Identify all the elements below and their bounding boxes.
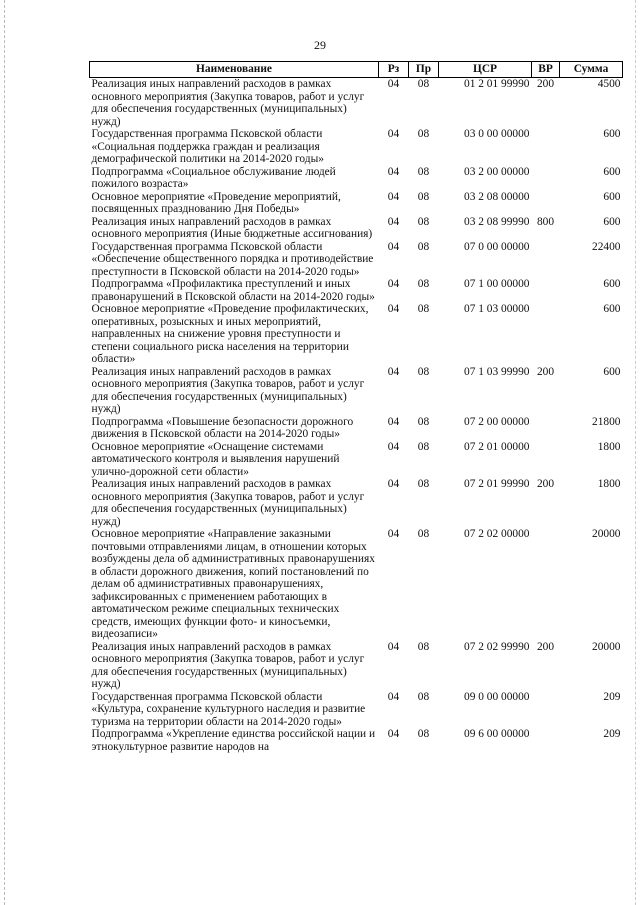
cell-name: Основное мероприятие «Проведение профилактических, оперативных, розыскных и иных мероприятий, направленных на снижение уровня преступности и степени социального риска населения на территории области» <box>91 303 369 365</box>
table-row <box>90 691 623 729</box>
cell-bp <box>532 691 560 729</box>
cell-sum: 20000 <box>592 640 621 653</box>
cell-rz: 04 <box>387 440 400 453</box>
cell-pr: 08 <box>417 78 430 90</box>
cell-name: Основное мероприятие «Направление заказными почтовыми отправлениями лицам, в отношении которых возбуждены дела об административных правонарушениях в области дорожного движения, копий постановлений по делам об административных правонарушениях, зафиксированных с применением работающих в автоматическом режиме специальных технических средств, имеющих функции фото- и киносъемки, видеозаписи» <box>91 528 375 640</box>
cell-rz: 04 <box>387 190 400 203</box>
header-name: Наименование <box>90 62 379 78</box>
cell-pr: 08 <box>417 690 430 703</box>
cell-sum: 600 <box>603 128 621 140</box>
cell-bp <box>532 528 560 641</box>
table-row <box>90 641 623 691</box>
cell-bp <box>532 191 560 216</box>
cell-bp <box>532 303 560 366</box>
cell-rz: 04 <box>387 415 400 428</box>
cell-sum: 22400 <box>592 240 621 253</box>
cell-pr: 08 <box>417 365 430 378</box>
table-row <box>90 78 623 129</box>
cell-pr: 08 <box>417 415 430 428</box>
cell-name: Государственная программа Псковской области «Культура, сохранение культурного наследия и развитие туризма на территории области на 2014-2020 годы» <box>91 690 366 728</box>
cell-rz: 04 <box>387 240 400 253</box>
header-rz: Рз <box>379 62 409 78</box>
cell-rz: 04 <box>387 690 400 703</box>
header-pr: Пр <box>409 62 439 78</box>
cell-sum: 600 <box>603 303 621 315</box>
cell-rz: 04 <box>387 303 400 315</box>
cell-pr: 08 <box>417 165 430 178</box>
cell-bp <box>532 416 560 441</box>
cell-rz: 04 <box>387 278 400 290</box>
header-bp: ВР <box>532 62 560 78</box>
cell-bp: 200 <box>536 78 555 90</box>
cell-name: Подпрограмма «Социальное обслуживание людей пожилого возраста» <box>91 165 336 190</box>
cell-pr: 08 <box>417 215 430 228</box>
cell-pr: 08 <box>417 640 430 653</box>
cell-sum: 209 <box>603 690 621 703</box>
cell-sum: 1800 <box>597 478 621 490</box>
cell-name: Реализация иных направлений расходов в рамках основного мероприятия (Закупка товаров, работ и услуг для обеспечения государственных (муниципальных) нужд) <box>91 365 365 415</box>
cell-name: Подпрограмма «Повышение безопасности дорожного движения в Псковской области на 2014-2020 годы» <box>91 415 354 440</box>
cell-bp <box>532 728 560 753</box>
cell-bp <box>532 241 560 279</box>
cell-rz: 04 <box>387 128 400 140</box>
cell-csr: 09 0 00 00000 <box>464 690 530 703</box>
table-body <box>90 78 623 754</box>
cell-csr: 07 2 01 00000 <box>464 440 530 453</box>
cell-csr: 07 2 02 00000 <box>464 528 530 540</box>
cell-bp <box>532 278 560 303</box>
cell-name: Подпрограмма «Укрепление единства российской нации и этнокультурное развитие народов на <box>91 728 376 753</box>
cell-rz: 04 <box>387 528 400 540</box>
cell-sum: 600 <box>603 278 621 290</box>
cell-name: Основное мероприятие «Оснащение системами автоматического контроля и выявления нарушений улично-дорожной сети области» <box>91 440 340 478</box>
page-number: 29 <box>314 38 326 52</box>
cell-sum: 20000 <box>592 528 621 540</box>
cell-csr: 03 2 08 00000 <box>464 190 530 203</box>
cell-pr: 08 <box>417 190 430 203</box>
table-row <box>90 728 623 753</box>
cell-bp <box>532 166 560 191</box>
table-row <box>90 478 623 528</box>
cell-name: Основное мероприятие «Проведение мероприятий, посвященных празднованию Дня Победы» <box>91 190 341 215</box>
cell-rz: 04 <box>387 78 400 90</box>
table-row <box>90 166 623 191</box>
cell-rz: 04 <box>387 215 400 228</box>
cell-csr: 07 1 03 00000 <box>464 303 530 315</box>
cell-sum: 4500 <box>597 78 621 90</box>
cell-csr: 03 2 00 00000 <box>464 165 530 178</box>
cell-csr: 03 0 00 00000 <box>464 128 530 140</box>
cell-csr: 09 6 00 00000 <box>464 728 530 740</box>
cell-csr: 07 1 03 99990 <box>464 365 530 378</box>
cell-sum: 600 <box>603 215 621 228</box>
cell-csr: 07 2 00 00000 <box>464 415 530 428</box>
table-row <box>90 303 623 366</box>
cell-pr: 08 <box>417 278 430 290</box>
table-row <box>90 278 623 303</box>
cell-bp: 200 <box>536 478 555 490</box>
cell-csr: 07 2 02 99990 <box>464 640 530 653</box>
header-sum: Сумма <box>560 62 623 78</box>
cell-bp: 800 <box>536 215 555 228</box>
cell-sum: 1800 <box>597 440 621 453</box>
table-row <box>90 528 623 641</box>
cell-rz: 04 <box>387 478 400 490</box>
cell-pr: 08 <box>417 728 430 740</box>
cell-pr: 08 <box>417 478 430 490</box>
cell-bp <box>532 441 560 479</box>
cell-rz: 04 <box>387 728 400 740</box>
cell-csr: 07 2 01 99990 <box>464 478 530 490</box>
cell-csr: 07 1 00 00000 <box>464 278 530 290</box>
cell-name: Подпрограмма «Профилактика преступлений и иных правонарушений в Псковской области на 2014-2020 годы» <box>91 278 375 303</box>
table-row <box>90 128 623 166</box>
cell-rz: 04 <box>387 365 400 378</box>
cell-name: Реализация иных направлений расходов в рамках основного мероприятия (Закупка товаров, работ и услуг для обеспечения государственных (муниципальных) нужд) <box>91 78 365 128</box>
cell-pr: 08 <box>417 128 430 140</box>
table-row <box>90 216 623 241</box>
scan-edge-right <box>635 0 636 905</box>
table-header-row <box>90 62 623 78</box>
cell-pr: 08 <box>417 440 430 453</box>
cell-sum: 600 <box>603 190 621 203</box>
cell-pr: 08 <box>417 528 430 540</box>
cell-csr: 03 2 08 99990 <box>464 215 530 228</box>
cell-csr: 07 0 00 00000 <box>464 240 530 253</box>
table-row <box>90 416 623 441</box>
header-csr: ЦСР <box>439 62 532 78</box>
cell-sum: 600 <box>603 365 621 378</box>
cell-name: Государственная программа Псковской области «Обеспечение общественного порядка и противодействие преступности в Псковской области на 2014-2020 годы» <box>91 240 374 278</box>
cell-rz: 04 <box>387 640 400 653</box>
cell-sum: 21800 <box>592 415 621 428</box>
cell-bp: 200 <box>536 640 555 653</box>
cell-pr: 08 <box>417 240 430 253</box>
cell-sum: 600 <box>603 165 621 178</box>
table-row <box>90 366 623 416</box>
cell-name: Реализация иных направлений расходов в рамках основного мероприятия (Иные бюджетные ассигнования) <box>91 215 373 240</box>
budget-table <box>89 61 623 753</box>
scan-edge-left <box>4 0 5 905</box>
cell-sum: 209 <box>603 728 621 740</box>
table-row <box>90 441 623 479</box>
cell-bp <box>532 128 560 166</box>
cell-bp: 200 <box>536 365 555 378</box>
cell-pr: 08 <box>417 303 430 315</box>
table-row <box>90 241 623 279</box>
table-row <box>90 191 623 216</box>
cell-rz: 04 <box>387 165 400 178</box>
cell-name: Государственная программа Псковской области «Социальная поддержка граждан и реализация демографической политики на 2014-2020 годы» <box>91 128 324 165</box>
cell-name: Реализация иных направлений расходов в рамках основного мероприятия (Закупка товаров, работ и услуг для обеспечения государственных (муниципальных) нужд) <box>91 640 365 690</box>
cell-csr: 01 2 01 99990 <box>464 78 530 90</box>
cell-name: Реализация иных направлений расходов в рамках основного мероприятия (Закупка товаров, работ и услуг для обеспечения государственных (муниципальных) нужд) <box>91 478 365 528</box>
